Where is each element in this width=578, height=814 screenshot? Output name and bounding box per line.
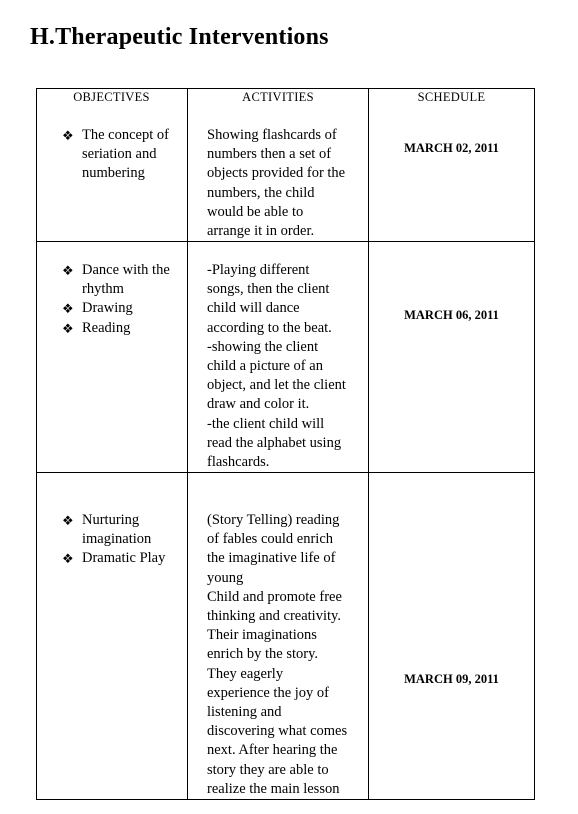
diamond-bullet-icon: ❖ bbox=[62, 320, 74, 336]
header-activities: ACTIVITIES bbox=[242, 90, 314, 104]
objective-text: Nurturing imagination bbox=[82, 512, 152, 548]
header-schedule: SCHEDULE bbox=[417, 90, 486, 104]
page-title: H.Therapeutic Interventions bbox=[30, 24, 329, 50]
interventions-table bbox=[36, 88, 535, 800]
list-item bbox=[62, 126, 186, 184]
table-bottom-border bbox=[36, 799, 535, 800]
schedule-date: MARCH 06, 2011 bbox=[404, 308, 499, 322]
diamond-bullet-icon: ❖ bbox=[62, 551, 74, 567]
objective-text: The concept of seriation and numbering bbox=[82, 127, 169, 182]
column-divider-1 bbox=[187, 88, 188, 800]
objective-text: Drawing bbox=[82, 300, 133, 317]
objectives-list bbox=[62, 511, 186, 569]
schedule-date: MARCH 02, 2011 bbox=[404, 141, 499, 155]
diamond-bullet-icon: ❖ bbox=[62, 263, 74, 278]
schedule-date: MARCH 09, 2011 bbox=[404, 672, 499, 686]
list-item bbox=[62, 299, 186, 318]
activity-text: Showing flashcards of numbers then a set of objects provided for the numbers, the child would be able to arrange it in order. bbox=[207, 127, 346, 240]
list-item bbox=[62, 549, 186, 568]
header-objectives: OBJECTIVES bbox=[73, 90, 150, 104]
objectives-list bbox=[62, 261, 186, 338]
diamond-bullet-icon: ❖ bbox=[62, 513, 74, 528]
column-divider-2 bbox=[368, 88, 369, 800]
activity-text: (Story Telling) reading of fables could enrich the imaginative life of young Child and promote free thinking and creativity. Their imaginations enrich by the story. They eagerly experience the joy of listening and discovering what comes next. After hearing the story they are able to realize the main lesson bbox=[207, 512, 348, 797]
diamond-bullet-icon: ❖ bbox=[62, 301, 74, 317]
objective-text: Dance with the rhythm bbox=[82, 262, 170, 298]
activity-text: -Playing different songs, then the client child will dance according to the beat. -showing the client child a picture of an object, and let the client draw and color it. -the client child will read the alphabet using flashcards. bbox=[207, 262, 346, 471]
objective-text: Reading bbox=[82, 319, 131, 336]
list-item bbox=[62, 511, 186, 549]
table-left-border bbox=[36, 88, 37, 800]
list-item bbox=[62, 261, 186, 299]
table-right-border bbox=[534, 88, 535, 800]
objective-text: Dramatic Play bbox=[82, 550, 166, 567]
diamond-bullet-icon: ❖ bbox=[62, 128, 74, 143]
objectives-list bbox=[62, 126, 186, 184]
list-item bbox=[62, 319, 186, 338]
